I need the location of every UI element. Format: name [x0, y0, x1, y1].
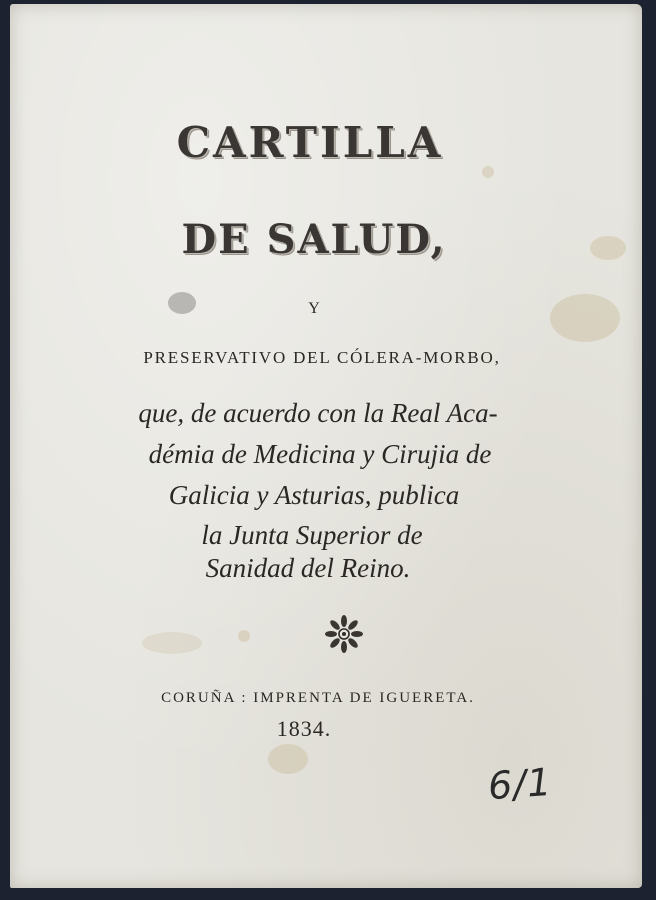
body-line: Galicia y Asturias, publica — [168, 480, 460, 510]
body-line: que, de acuerdo con la Real Aca- — [138, 398, 498, 428]
conjunction: Y — [308, 300, 320, 317]
foxing-stain — [482, 166, 494, 178]
subtitle: PRESERVATIVO DEL CÓLERA-MORBO, — [143, 348, 501, 367]
foxing-stain — [142, 632, 202, 654]
publication-year: 1834. — [276, 716, 332, 741]
imprint-line: CORUÑA : IMPRENTA DE IGUERETA. — [161, 690, 475, 706]
handwritten-shelfmark: 6/1 — [486, 759, 554, 809]
body-line: la Junta Superior de — [201, 520, 423, 550]
title-page — [10, 4, 642, 888]
foxing-stain — [268, 744, 308, 774]
body-line: démia de Medicina y Cirujia de — [148, 439, 492, 469]
rosette-ornament-icon — [324, 614, 364, 654]
body-line: Sanidad del Reino. — [205, 553, 411, 583]
title-line-1: CARTILLA — [176, 118, 444, 167]
title-line-2: DE SALUD, — [181, 216, 447, 263]
foxing-stain — [238, 630, 250, 642]
